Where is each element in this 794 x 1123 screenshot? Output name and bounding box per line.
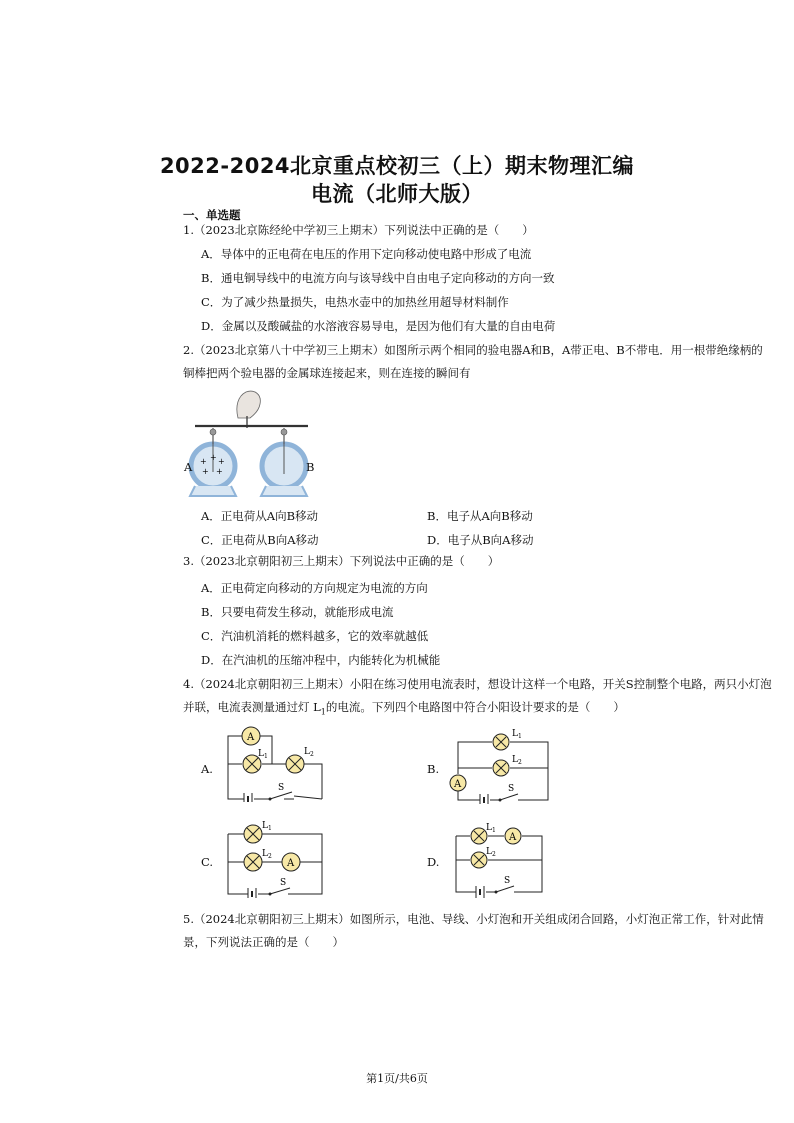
question-2-option-d: D．电子从B向A移动 — [427, 533, 534, 547]
svg-text:1: 1 — [492, 827, 496, 834]
circuit-c — [214, 818, 326, 898]
svg-text:2: 2 — [268, 853, 272, 860]
svg-text:+: + — [210, 453, 217, 462]
svg-text:L: L — [486, 823, 492, 833]
circuit-label-a: A. — [201, 762, 213, 776]
question-3-option-a: A．正电荷定向移动的方向规定为电流的方向 — [201, 581, 428, 595]
section-title: 一、单选题 — [183, 208, 241, 222]
svg-text:S: S — [280, 878, 287, 888]
svg-text:2: 2 — [518, 759, 522, 766]
question-3-option-c: C．汽油机消耗的燃料越多，它的效率就越低 — [201, 629, 429, 643]
circuit-b — [446, 728, 554, 804]
page-number: 第1页/共6页 — [366, 1072, 428, 1085]
question-1-option-c: C．为了减少热量损失，电热水壶中的加热丝用超导材料制作 — [201, 295, 509, 309]
circuit-label-d: D. — [427, 855, 440, 869]
electroscope-a — [190, 428, 236, 496]
question-2-stem: 2.（2023北京第八十中学初三上期末）如图所示两个相同的验电器A和B，A带正电、B不带电．用一根带绝缘柄的铜棒把两个验电器的金属球连接起来，则在连接的瞬间有 — [183, 343, 763, 380]
svg-text:A: A — [454, 779, 462, 790]
svg-text:+: + — [200, 457, 207, 466]
circuit-label-c: C. — [201, 855, 214, 869]
question-1-option-a: A．导体中的正电荷在电压的作用下定向移动使电路中形成了电流 — [201, 247, 532, 261]
svg-text:A: A — [247, 732, 255, 743]
page-title: 2022-2024北京重点校初三（上）期末物理汇编 — [159, 154, 635, 178]
question-1-option-d: D．金属以及酸碱盐的水溶液容易导电，是因为他们有大量的自由电荷 — [201, 319, 556, 333]
question-1-stem: 1.（2023北京陈经纶中学初三上期末）下列说法中正确的是（ ） — [183, 223, 534, 237]
svg-text:L: L — [262, 849, 268, 859]
svg-text:1: 1 — [268, 825, 272, 832]
circuit-label-b: B. — [427, 762, 440, 776]
svg-text:2: 2 — [492, 851, 496, 858]
electroscope-figure — [180, 388, 315, 500]
question-3-option-b: B．只要电荷发生移动，就能形成电流 — [201, 605, 394, 619]
circuit-a — [214, 724, 326, 802]
svg-text:S: S — [278, 783, 285, 793]
svg-text:A: A — [287, 858, 295, 869]
svg-text:S: S — [504, 876, 511, 886]
question-4-stem: 4.（2024北京朝阳初三上期末）小阳在练习使用电流表时，想设计这样一个电路，开关S控制整个电路，两只小灯泡并联，电流表测量通过灯 $L_1$的电流。下列四个电路图中符合小阳设计要求的是（ ） — [183, 677, 772, 717]
question-5-stem: 5.（2024北京朝阳初三上期末）如图所示，电池、导线、小灯泡和开关组成闭合回路，小灯泡正常工作，针对此情景，下列说法正确的是（ ） — [183, 912, 764, 949]
question-2-option-a: A．正电荷从A向B移动 — [201, 509, 319, 523]
svg-text:1: 1 — [518, 733, 522, 740]
electroscope-label-b: B — [306, 460, 315, 474]
question-3-stem: 3.（2023北京朝阳初三上期末）下列说法中正确的是（ ） — [183, 554, 500, 568]
hand-icon — [237, 391, 260, 418]
question-2-option-b: B．电子从A向B移动 — [427, 509, 533, 523]
question-2-option-c: C．正电荷从B向A移动 — [201, 533, 319, 547]
svg-text:+: + — [216, 467, 223, 476]
svg-text:L: L — [262, 821, 268, 831]
svg-text:L: L — [258, 749, 264, 759]
svg-text:+: + — [218, 457, 225, 466]
svg-text:2: 2 — [310, 751, 314, 758]
electroscope-b — [261, 428, 307, 496]
page-subtitle: 电流（北师大版） — [311, 182, 483, 206]
svg-text:S: S — [508, 784, 515, 794]
svg-text:L: L — [304, 747, 310, 757]
question-3-option-d: D．在汽油机的压缩冲程中，内能转化为机械能 — [201, 653, 441, 667]
svg-text:1: 1 — [264, 753, 268, 760]
electroscope-label-a: A — [184, 460, 193, 474]
svg-text:L: L — [512, 729, 518, 739]
svg-text:L: L — [512, 755, 518, 765]
svg-text:+: + — [202, 467, 209, 476]
question-1-option-b: B．通电铜导线中的电流方向与该导线中自由电子定向移动的方向一致 — [201, 271, 555, 285]
circuit-d — [446, 820, 550, 898]
svg-text:A: A — [509, 832, 517, 843]
svg-text:L: L — [486, 847, 492, 857]
